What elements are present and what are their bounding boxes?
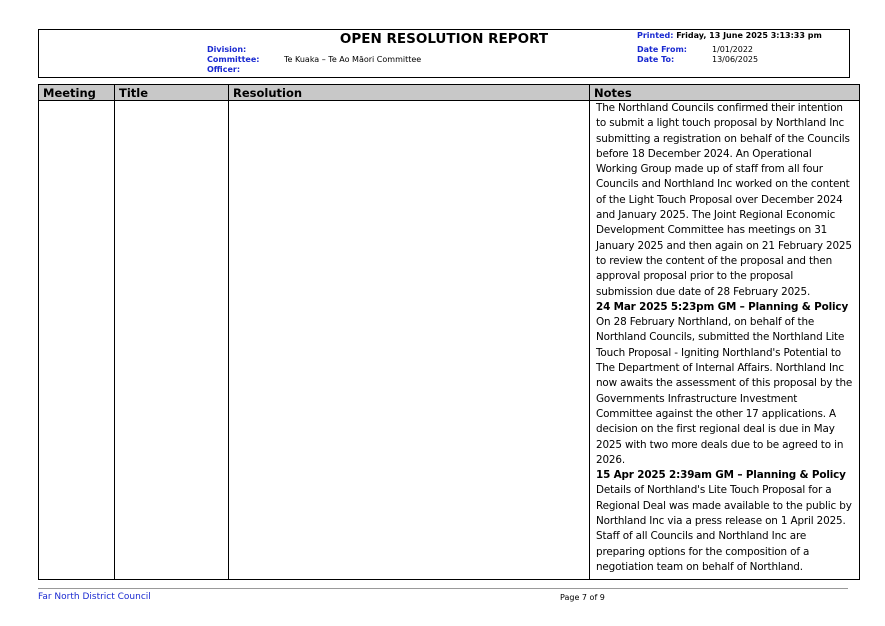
footer-divider — [38, 588, 848, 589]
division-label: Division: — [207, 45, 247, 54]
notes-line: and January 2025. The Joint Regional Economic — [596, 209, 836, 222]
notes-line: The Department of Internal Affairs. Northland Inc — [596, 362, 844, 375]
date-from-value: 1/01/2022 — [712, 45, 754, 54]
notes-line: January 2025 and then again on 21 February 2025 — [596, 239, 852, 252]
date-block — [637, 31, 822, 65]
date-to-label: Date To: — [637, 55, 675, 64]
column-divider — [228, 85, 229, 579]
notes-line: Northland Inc via a press release on 1 April 2025. — [596, 515, 846, 528]
date-to-value: 13/06/2025 — [712, 55, 759, 64]
committee-label: Committee: — [207, 55, 260, 64]
notes-line: to submit a light touch proposal by Northland Inc — [596, 117, 845, 130]
notes-line: The Northland Councils confirmed their intention — [596, 102, 843, 114]
notes-line: of the Light Touch Proposal over December 2024 — [596, 193, 843, 206]
column-divider — [589, 85, 590, 579]
notes-line: now awaits the assessment of this proposal by the — [596, 377, 853, 390]
printed-value: Friday, 13 June 2025 3:13:33 pm — [676, 31, 822, 40]
notes-line: Regional Deal was made available to the public by — [596, 499, 852, 512]
notes-line: Staff of all Councils and Northland Inc are — [596, 530, 807, 543]
notes-line: Councils and Northland Inc worked on the content — [596, 178, 850, 191]
notes-line: Working Group made up of staff from all four — [596, 163, 823, 176]
column-header-notes: Notes — [594, 86, 632, 100]
notes-line: Northland Councils, submitted the Northland Lite — [596, 331, 845, 344]
notes-line: to review the content of the proposal and then — [596, 254, 833, 267]
notes-line: On 28 February Northland, on behalf of the — [596, 316, 815, 329]
notes-line: negotiation team on behalf of Northland. — [596, 560, 803, 573]
notes-line: decision on the first regional deal is due in May — [596, 423, 835, 436]
officer-label: Officer: — [207, 65, 241, 74]
notes-line: 2026. — [596, 453, 625, 466]
printed-line — [637, 31, 822, 41]
committee-value: Te Kuaka – Te Ao Māori Committee — [284, 55, 422, 64]
notes-line: preparing options for the composition of a — [596, 545, 810, 558]
column-header-title: Title — [119, 86, 149, 100]
notes-line: Touch Proposal - Igniting Northland's Potential to — [596, 346, 841, 359]
report-header — [38, 29, 850, 78]
footer-organisation: Far North District Council — [38, 592, 151, 602]
report-title: OPEN RESOLUTION REPORT — [339, 31, 549, 47]
table-header — [39, 85, 859, 101]
notes-line: Details of Northland's Lite Touch Proposal for a — [596, 484, 832, 497]
notes-line: submitting a registration on behalf of the Councils — [596, 132, 850, 145]
notes-line: Committee against the other 17 applications. A — [596, 407, 836, 420]
column-header-meeting: Meeting — [43, 86, 96, 100]
notes-cell — [596, 101, 858, 575]
printed-label: Printed: — [637, 31, 674, 40]
notes-line: Development Committee has meetings on 31 — [596, 224, 828, 237]
column-header-resolution: Resolution — [233, 86, 303, 100]
notes-line: approval proposal prior to the proposal — [596, 270, 794, 283]
date-from-label: Date From: — [637, 45, 688, 54]
column-divider — [114, 85, 115, 579]
notes-update-heading: 15 Apr 2025 2:39am GM – Planning & Policy — [596, 469, 846, 482]
notes-line: Governments Infrastructure Investment — [596, 392, 798, 405]
footer-page-number: Page 7 of 9 — [560, 593, 605, 602]
resolution-table — [38, 84, 860, 580]
filter-block — [207, 45, 421, 75]
notes-line: before 18 December 2024. An Operational — [596, 147, 812, 160]
notes-line: submission due date of 28 February 2025. — [596, 285, 811, 298]
notes-line: 2025 with two more deals due to be agreed to in — [596, 438, 844, 451]
notes-update-heading: 24 Mar 2025 5:23pm GM – Planning & Policy — [596, 300, 849, 313]
